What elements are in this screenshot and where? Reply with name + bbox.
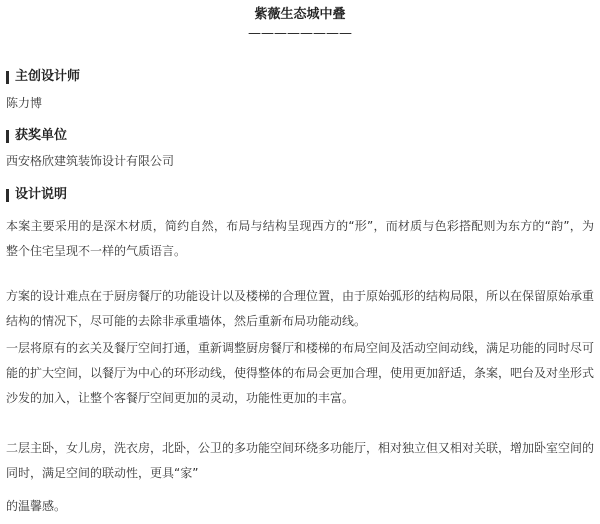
title-divider: ———————— — [248, 26, 352, 41]
designer-name: 陈力博 — [6, 96, 43, 110]
company-name: 西安格欣建筑装饰设计有限公司 — [6, 154, 175, 168]
description-paragraph: 本案主要采用的是深木材质，简约自然，布局与结构呈现西方的“形”，而材质与色彩搭配则为东方的“韵”，为整个住宅呈现不一样的气质语言。 — [6, 219, 594, 258]
description-paragraph: 的温馨感。 — [6, 499, 67, 513]
section-heading-label: 获奖单位 — [15, 128, 68, 143]
section-heading-designer — [6, 68, 80, 86]
heading-bar-icon — [6, 130, 9, 143]
description-paragraph: 一层将原有的玄关及餐厅空间打通，重新调整厨房餐厅和楼梯的布局空间及活动空间动线，满足功能的同时尽可能的扩大空间，以餐厅为中心的环形动线，使得整体的布局会更加合理，使用更加舒适，条案，吧台及对坐形式沙发的加入，让整个客餐厅空间更加的灵动，功能性更加的丰富。 — [6, 341, 595, 405]
description-paragraph: 方案的设计难点在于厨房餐厅的功能设计以及楼梯的合理位置，由于原始弧形的结构局限，所以在保留原始承重结构的情况下，尽可能的去除非承重墙体，然后重新布局功能动线。 — [6, 289, 595, 328]
section-heading-label: 设计说明 — [15, 187, 68, 202]
article-title: 紫薇生态城中叠 — [254, 7, 346, 22]
heading-bar-icon — [6, 71, 9, 84]
description-paragraph: 二层主卧，女儿房，洗衣房，北卧，公卫的多功能空间环绕多功能厅，相对独立但又相对关联，增加卧室空间的同时，满足空间的联动性，更具“家” — [6, 441, 595, 480]
section-heading-company — [6, 127, 67, 145]
section-heading-description — [6, 186, 67, 204]
heading-bar-icon — [6, 189, 9, 202]
section-heading-label: 主创设计师 — [15, 69, 81, 84]
